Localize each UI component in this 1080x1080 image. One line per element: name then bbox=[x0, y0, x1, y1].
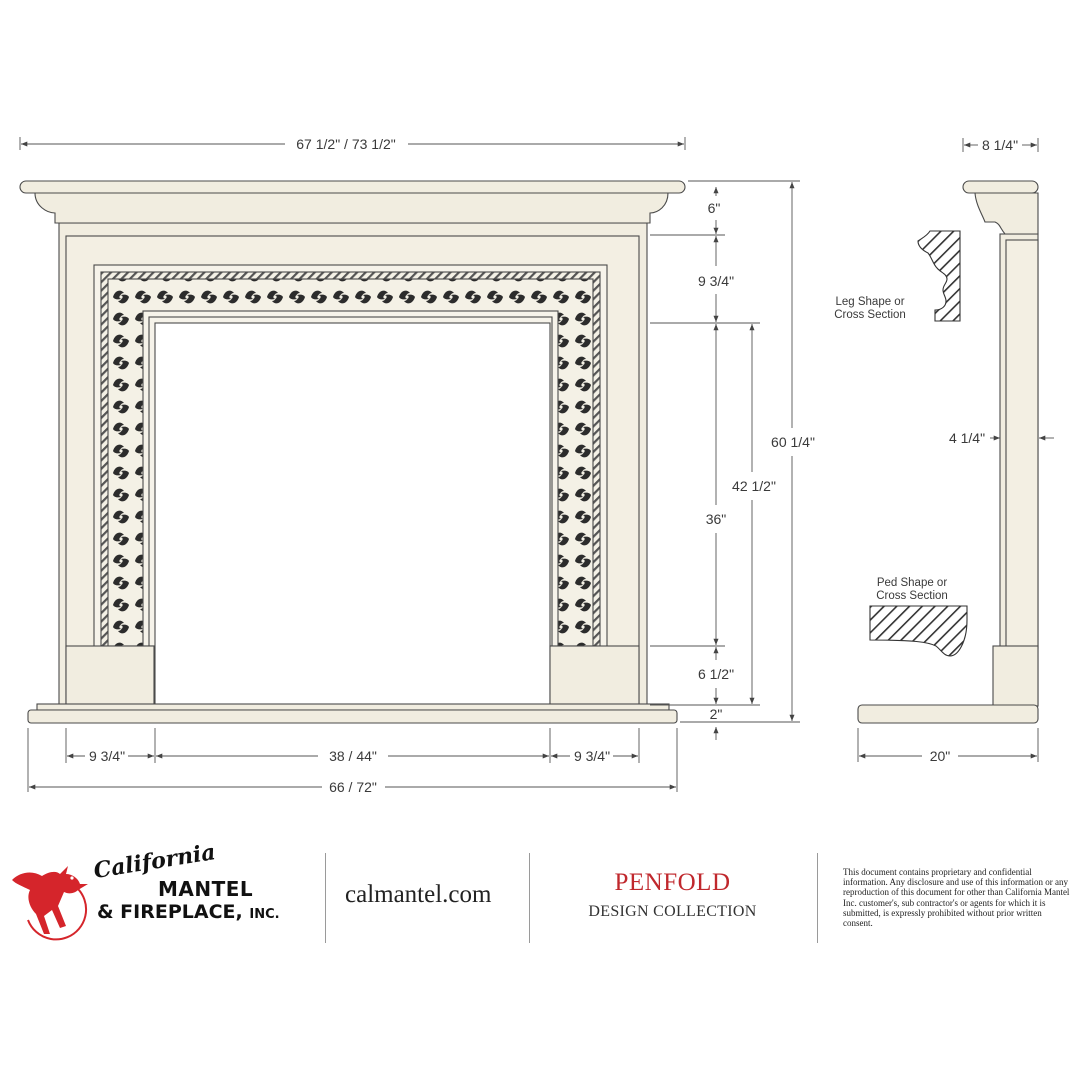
brand-mantel: MANTEL bbox=[158, 877, 254, 901]
front-elevation bbox=[20, 181, 685, 723]
hearth-base bbox=[28, 710, 677, 723]
brand-fireplace-text: & FIREPLACE, bbox=[97, 901, 243, 923]
dim-opening-width: 38 / 44" bbox=[329, 748, 377, 764]
firebox-opening bbox=[155, 323, 550, 708]
dim-base-depth: 20" bbox=[929, 748, 951, 764]
dim-leg-width-left: 9 3/4" bbox=[88, 748, 126, 764]
disclaimer-text: This document contains proprietary and confidential information. Any disclosure and use of this information or any reproduction of this document for other than California Mantel Inc. customer's, sub contractor's or agents for which it is submitted, is expressly prohibited without prior written consent. bbox=[843, 867, 1070, 929]
leg-shape-label-2: Cross Section bbox=[834, 309, 906, 321]
hearth-step bbox=[37, 704, 669, 710]
dim-leg-depth: 4 1/4" bbox=[948, 430, 986, 446]
dim-crown-height: 6" bbox=[707, 200, 721, 216]
ped-cross-section bbox=[870, 606, 967, 656]
dim-top-width: 67 1/2" / 73 1/2" bbox=[296, 136, 396, 152]
leg-cross-section bbox=[918, 231, 960, 321]
dim-leg-width-right: 9 3/4" bbox=[573, 748, 611, 764]
side-plinth bbox=[993, 646, 1038, 706]
dim-hearth-height: 2" bbox=[709, 706, 723, 722]
dim-overall-height: 60 1/4" bbox=[771, 434, 815, 450]
plinth-right bbox=[550, 646, 639, 706]
dim-depth-top: 8 1/4" bbox=[981, 137, 1019, 153]
separator-1 bbox=[325, 853, 326, 943]
side-shelf bbox=[963, 181, 1038, 193]
collection-name: PENFOLD bbox=[614, 869, 731, 896]
plinth-left bbox=[66, 646, 154, 706]
separator-2 bbox=[529, 853, 530, 943]
collection-subtitle: DESIGN COLLECTION bbox=[588, 903, 757, 920]
separator-3 bbox=[817, 853, 818, 943]
dim-frieze-height: 9 3/4" bbox=[697, 273, 735, 289]
brand-script: California bbox=[91, 839, 218, 884]
side-crown bbox=[975, 193, 1038, 234]
leg-shape-label-1: Leg Shape or bbox=[835, 296, 905, 308]
side-leg-face bbox=[1006, 240, 1038, 648]
ped-shape-label-1: Ped Shape or bbox=[876, 577, 948, 589]
website-link[interactable]: calmantel.com bbox=[345, 881, 492, 908]
ped-shape-label-2: Cross Section bbox=[876, 590, 948, 602]
brand-inc: INC. bbox=[249, 907, 280, 922]
dim-opening-height: 36" bbox=[705, 511, 727, 527]
side-hearth bbox=[858, 705, 1038, 723]
dim-opening-total: 42 1/2" bbox=[732, 478, 776, 494]
mantel-shelf bbox=[20, 181, 685, 193]
brand-fireplace bbox=[97, 901, 280, 923]
kangaroo-logo-icon bbox=[8, 850, 98, 945]
crown-molding bbox=[35, 193, 668, 223]
dim-plinth-height: 6 1/2" bbox=[697, 666, 735, 682]
dim-base-width: 66 / 72" bbox=[329, 779, 377, 795]
